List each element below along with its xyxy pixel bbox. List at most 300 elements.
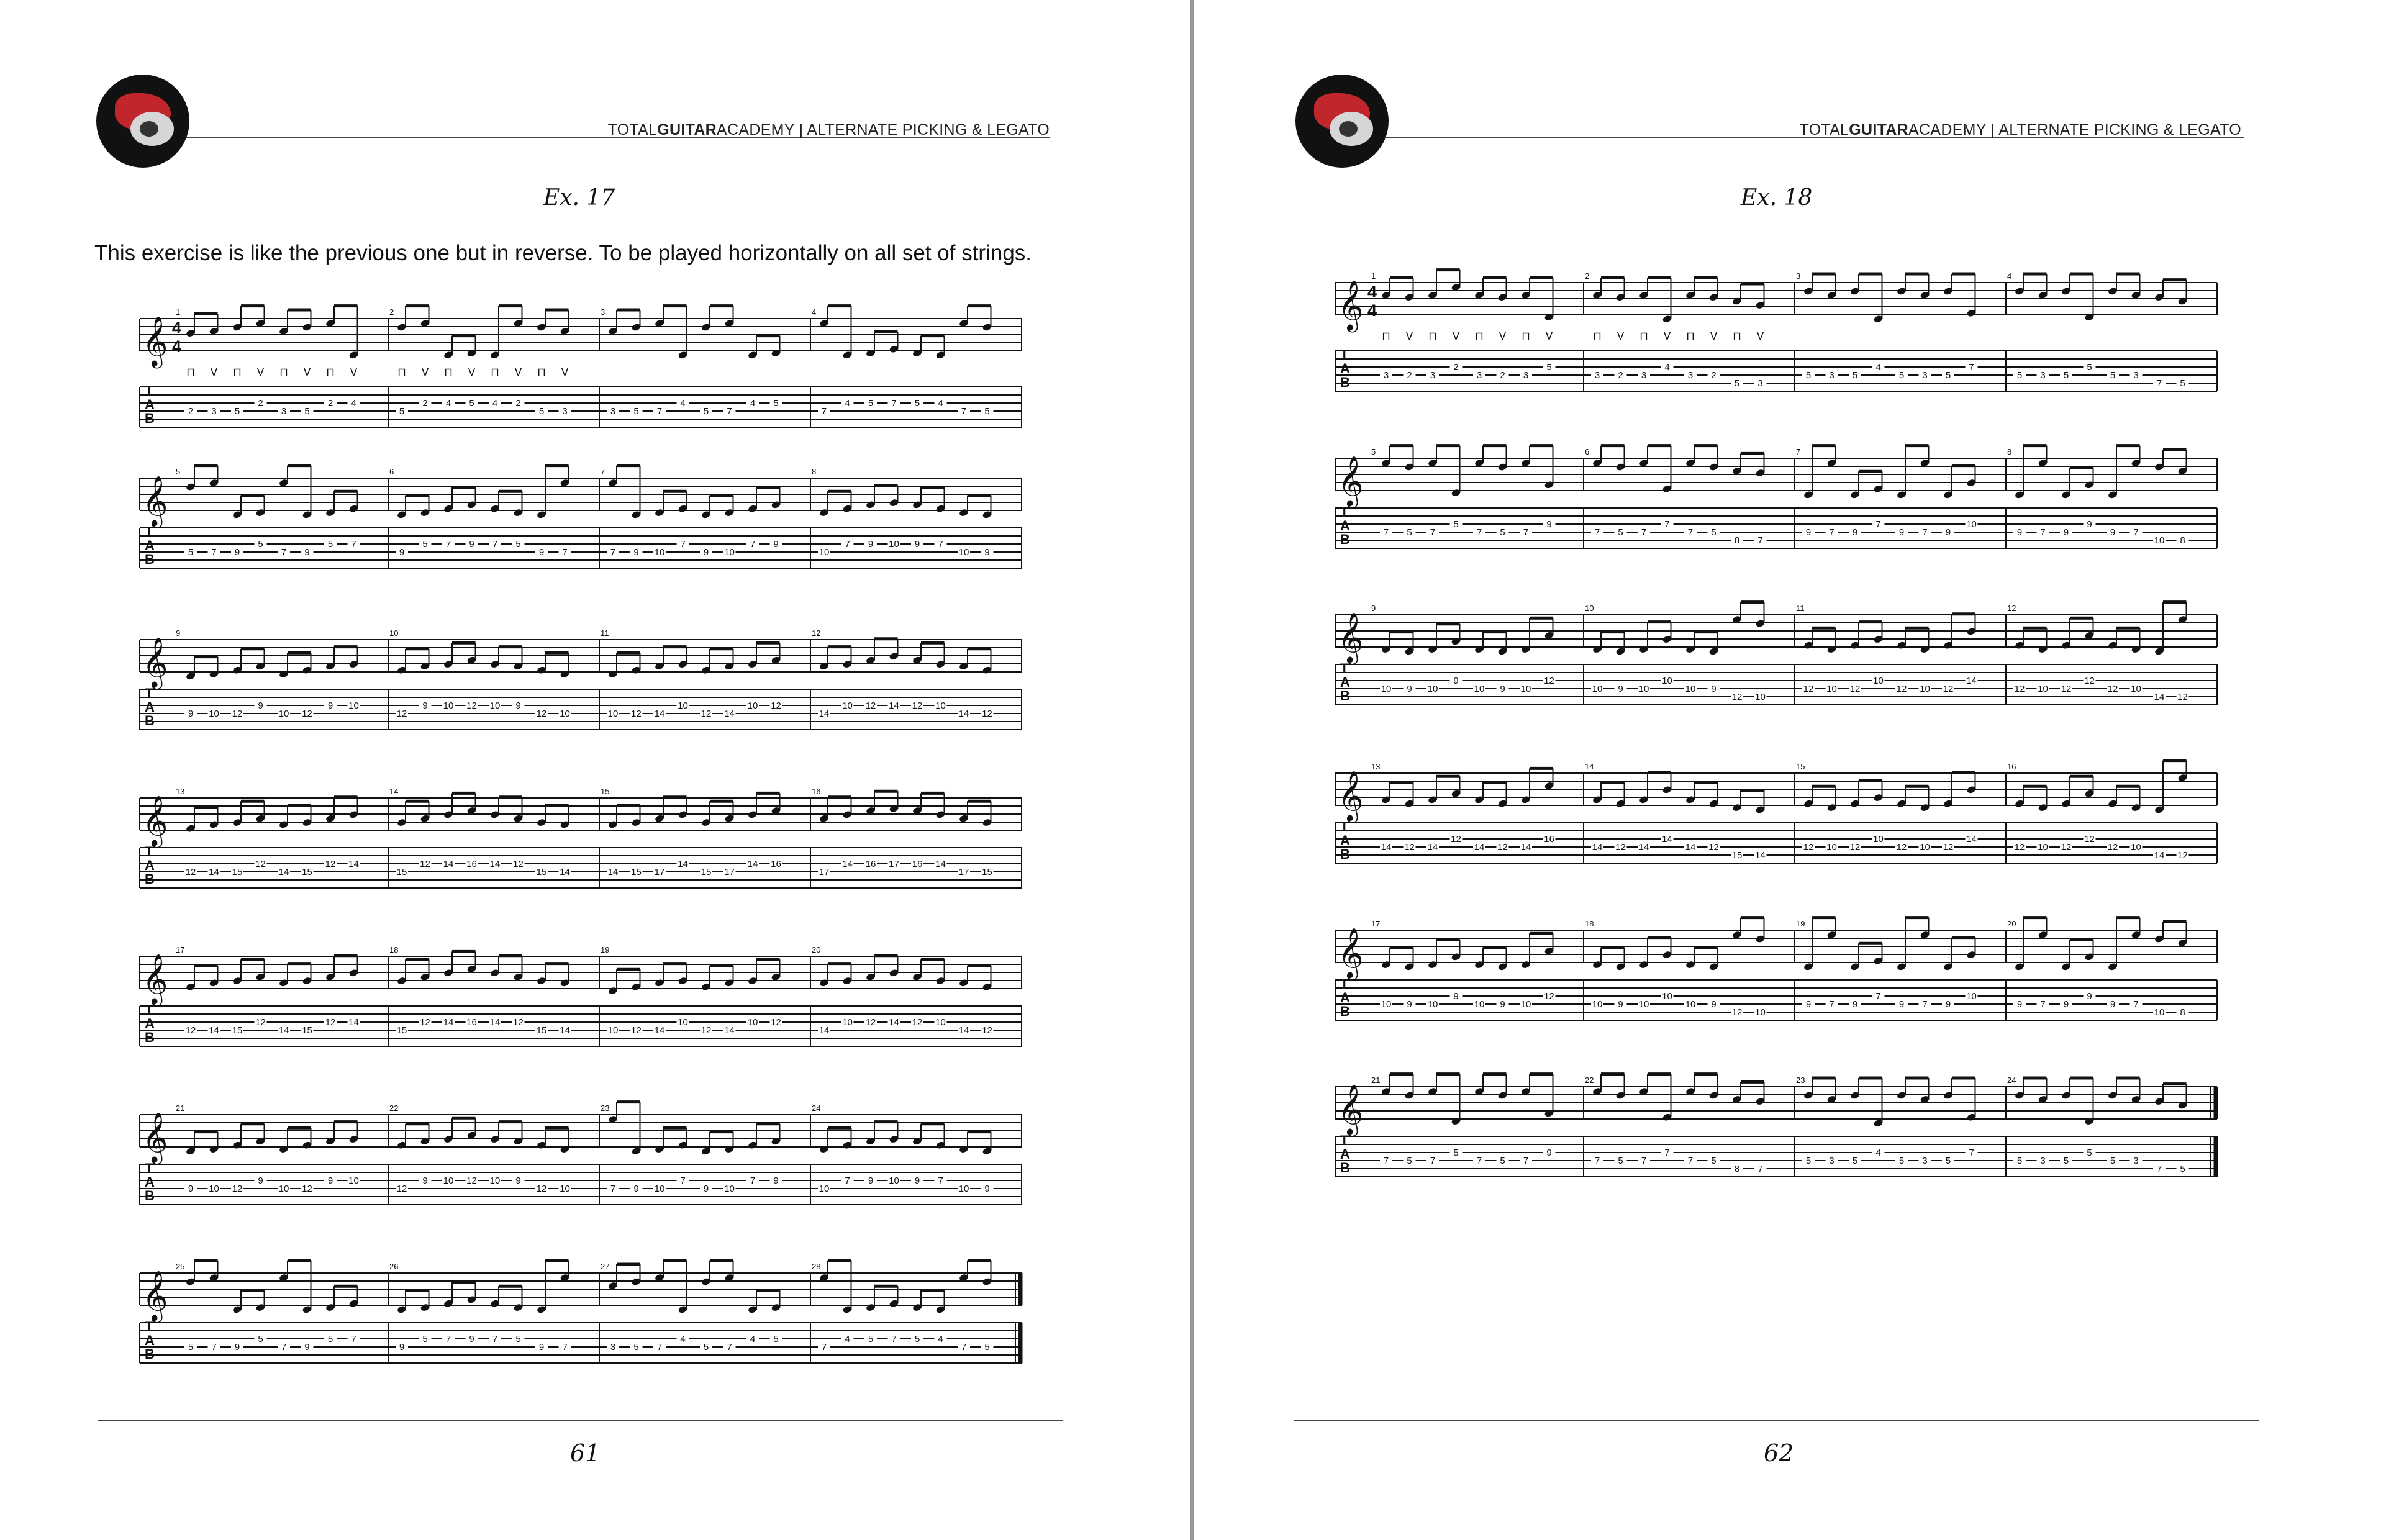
tab-fret-number: 5 [2180, 378, 2185, 389]
tab-fret-number: 7 [1757, 535, 1763, 546]
tab-fret-number: 15 [536, 867, 547, 877]
tab-fret-number: 5 [1453, 1148, 1459, 1158]
tab-fret-number: 14 [724, 1025, 735, 1036]
tab-fret-number: 12 [1544, 991, 1554, 1002]
system [1335, 1074, 2217, 1217]
tab-fret-number: 7 [1476, 1156, 1482, 1166]
tab-fret-number: 9 [1852, 527, 1858, 538]
tab-fret-number: 3 [1383, 370, 1389, 381]
system [140, 627, 1022, 770]
tab-fret-number: 5 [1711, 527, 1717, 538]
tab-fret-number: 14 [209, 867, 219, 877]
measure-number: 26 [389, 1262, 399, 1271]
pick-stroke-mark: V [350, 366, 358, 378]
tab-fret-number: 10 [1662, 676, 1672, 686]
tab-fret-number: 10 [654, 547, 665, 558]
tab-clef-letter: A [145, 1333, 155, 1348]
tab-fret-number: 7 [680, 1175, 686, 1186]
tab-fret-number: 5 [422, 539, 428, 550]
tab-fret-number: 12 [1731, 1007, 1743, 1018]
tab-fret-number: 14 [1592, 842, 1603, 853]
tab-fret-number: 9 [868, 539, 874, 550]
tab-fret-number: 3 [281, 406, 287, 417]
tab-fret-number: 9 [469, 1334, 474, 1344]
system [140, 306, 1022, 449]
tab-fret-number: 10 [1520, 999, 1531, 1010]
tab-fret-number: 9 [2016, 527, 2023, 538]
tab-fret-number: 14 [489, 1017, 501, 1028]
tab-clef-letter: B [1340, 688, 1350, 704]
tab-fret-number: 4 [1875, 362, 1881, 373]
tab-fret-number: 9 [914, 1175, 920, 1186]
tab-fret-number: 4 [445, 398, 451, 409]
tab-clef-letter: A [145, 858, 155, 873]
pick-stroke-mark: ⊓ [1428, 330, 1438, 342]
tab-fret-number: 12 [396, 709, 407, 719]
tab-fret-number: 14 [1685, 842, 1696, 853]
tab-fret-number: 10 [209, 709, 219, 719]
tab-fret-number: 12 [1497, 842, 1508, 853]
measure-number: 1 [1371, 271, 1376, 281]
tab-fret-number: 5 [1805, 1156, 1812, 1166]
tab-fret-number: 14 [489, 859, 501, 869]
tab-fret-number: 2 [1711, 370, 1717, 381]
tab-fret-number: 7 [281, 1342, 287, 1352]
tab-clef-letter: B [1340, 1160, 1350, 1175]
tab-fret-number: 12 [1849, 684, 1861, 694]
tab-fret-number: 7 [845, 539, 850, 550]
tab-fret-number: 9 [538, 1342, 545, 1352]
tab-fret-number: 5 [1805, 370, 1812, 381]
tab-clef-letter: T [145, 1002, 153, 1018]
tab-fret-number: 10 [1474, 999, 1485, 1010]
tab-fret-number: 7 [2040, 999, 2046, 1010]
pick-stroke-mark: V [468, 366, 476, 378]
tab-fret-number: 10 [747, 1017, 758, 1028]
tab-fret-number: 4 [750, 398, 756, 409]
tab-fret-number: 10 [842, 1017, 853, 1028]
tab-fret-number: 12 [1896, 684, 1907, 694]
treble-clef-icon: 𝄞 [142, 796, 168, 845]
tab-fret-number: 2 [188, 406, 194, 417]
tab-fret-number: 12 [2177, 692, 2188, 702]
page-62 [1194, 0, 2381, 1540]
tab-fret-number: 7 [1969, 1148, 1974, 1158]
tab-fret-number: 14 [209, 1025, 219, 1036]
tab-clef-letter: A [1340, 518, 1350, 533]
measure-number: 18 [1585, 919, 1594, 928]
tab-fret-number: 14 [560, 867, 570, 877]
tab-fret-number: 9 [327, 700, 333, 711]
tab-fret-number: 9 [538, 547, 545, 558]
measure-number: 7 [1796, 447, 1801, 456]
tab-fret-number: 3 [2133, 1156, 2139, 1166]
tab-fret-number: 5 [984, 1342, 990, 1352]
tab-fret-number: 10 [747, 700, 758, 711]
tab-fret-number: 14 [1966, 676, 1977, 686]
tab-fret-number: 7 [961, 406, 967, 417]
tab-clef-letter: B [145, 871, 155, 887]
tab-fret-number: 4 [845, 398, 850, 409]
exercise-intro: This exercise is like the previous one but in reverse. To be played horizontally on all set of strings. [94, 241, 1032, 265]
tab-fret-number: 7 [727, 406, 732, 417]
tab-fret-number: 10 [889, 1175, 899, 1186]
tab-fret-number: 14 [654, 1025, 665, 1036]
tab-fret-number: 10 [489, 700, 501, 711]
treble-clef-icon: 𝄞 [142, 317, 168, 365]
tab-fret-number: 5 [1453, 519, 1459, 530]
measure-number: 8 [2007, 447, 2012, 456]
tab-fret-number: 12 [631, 709, 642, 719]
tab-fret-number: 4 [492, 398, 498, 409]
tab-fret-number: 10 [1755, 1007, 1766, 1018]
tab-clef-letter: B [1340, 846, 1350, 862]
tab-fret-number: 10 [2154, 1007, 2165, 1018]
tab-fret-number: 10 [1685, 999, 1696, 1010]
tab-fret-number: 15 [1731, 850, 1743, 861]
tab-fret-number: 12 [1943, 842, 1954, 853]
tab-fret-number: 5 [1500, 1156, 1505, 1166]
tab-fret-number: 7 [2133, 527, 2139, 538]
tab-fret-number: 10 [842, 700, 853, 711]
tab-fret-number: 9 [2063, 999, 2069, 1010]
tab-fret-number: 10 [1592, 684, 1603, 694]
tab-fret-number: 9 [2016, 999, 2023, 1010]
tab-clef-letter: T [1340, 1133, 1349, 1148]
measure-number: 5 [1371, 447, 1376, 456]
tab-fret-number: 3 [610, 1342, 616, 1352]
tab-clef-letter: A [1340, 833, 1350, 848]
time-signature: 4 [1367, 301, 1377, 320]
tab-fret-number: 15 [396, 1025, 407, 1036]
tab-fret-number: 9 [773, 1175, 779, 1186]
tab-fret-number: 3 [211, 406, 217, 417]
tab-fret-number: 7 [351, 1334, 356, 1344]
tab-fret-number: 16 [771, 859, 781, 869]
tab-clef-letter: B [1340, 374, 1350, 390]
tab-clef-letter: A [145, 397, 155, 412]
tab-clef-letter: A [145, 538, 155, 553]
measure-number: 17 [1371, 919, 1381, 928]
tab-fret-number: 2 [327, 398, 333, 409]
tab-fret-number: 5 [1407, 527, 1412, 538]
pick-stroke-mark: V [1617, 330, 1625, 342]
tab-fret-number: 9 [1453, 991, 1459, 1002]
tab-fret-number: 5 [984, 406, 990, 417]
tab-fret-number: 12 [325, 859, 336, 869]
tab-fret-number: 3 [1687, 370, 1694, 381]
tab-fret-number: 7 [1430, 527, 1436, 538]
pick-stroke-mark: V [1499, 330, 1507, 342]
tab-fret-number: 12 [466, 1175, 477, 1186]
tab-fret-number: 14 [443, 859, 454, 869]
tab-fret-number: 9 [422, 700, 428, 711]
pick-stroke-mark: V [421, 366, 429, 378]
tab-fret-number: 7 [610, 1184, 616, 1194]
measure-number: 3 [601, 307, 605, 317]
exercise-title: Ex. 18 [1741, 185, 1813, 211]
tab-fret-number: 5 [2180, 1164, 2185, 1174]
tab-fret-number: 14 [2154, 692, 2165, 702]
tab-fret-number: 10 [724, 1184, 735, 1194]
pick-stroke-mark: ⊓ [325, 366, 335, 378]
system [140, 1261, 1022, 1403]
tab-fret-number: 8 [2180, 1007, 2185, 1018]
tab-fret-number: 9 [2087, 519, 2092, 530]
tab-fret-number: 12 [255, 1017, 266, 1028]
measure-number: 2 [1585, 271, 1590, 281]
tab-fret-number: 7 [1383, 527, 1389, 538]
tab-fret-number: 14 [1474, 842, 1485, 853]
tab-fret-number: 5 [1734, 378, 1740, 389]
tab-fret-number: 10 [1662, 991, 1672, 1002]
measure-number: 20 [2007, 919, 2016, 928]
tab-fret-number: 16 [865, 859, 876, 869]
tab-fret-number: 10 [443, 700, 454, 711]
tab-fret-number: 12 [255, 859, 266, 869]
pick-stroke-mark: V [1663, 330, 1671, 342]
tab-fret-number: 3 [1430, 370, 1436, 381]
tab-clef-letter: B [145, 1188, 155, 1203]
tab-fret-number: 14 [348, 1017, 359, 1028]
tab-fret-number: 16 [466, 1017, 477, 1028]
tab-fret-number: 7 [1594, 1156, 1600, 1166]
tab-fret-number: 12 [513, 859, 524, 869]
tab-fret-number: 4 [750, 1334, 756, 1344]
tab-clef-letter: B [1340, 1003, 1350, 1019]
measure-number: 21 [176, 1103, 185, 1113]
tab-fret-number: 12 [2177, 850, 2188, 861]
pick-stroke-mark: ⊓ [1685, 330, 1695, 342]
tab-fret-number: 5 [2063, 1156, 2069, 1166]
measure-number: 14 [1585, 762, 1594, 771]
tab-fret-number: 12 [302, 709, 312, 719]
tab-fret-number: 12 [1708, 842, 1719, 853]
tab-fret-number: 12 [865, 1017, 876, 1028]
tab-clef-letter: T [1340, 976, 1349, 992]
tab-fret-number: 14 [958, 709, 969, 719]
tab-fret-number: 10 [889, 539, 899, 550]
tab-fret-number: 5 [703, 1342, 709, 1352]
tab-fret-number: 10 [2131, 684, 2141, 694]
measure-number: 23 [1796, 1076, 1805, 1085]
tab-fret-number: 7 [445, 1334, 451, 1344]
tab-fret-number: 16 [912, 859, 923, 869]
measure-number: 3 [1796, 271, 1801, 281]
tab-fret-number: 14 [958, 1025, 969, 1036]
tab-fret-number: 17 [819, 867, 830, 877]
tab-fret-number: 4 [680, 398, 686, 409]
tab-fret-number: 12 [185, 1025, 196, 1036]
pick-stroke-mark: ⊓ [443, 366, 453, 378]
tab-fret-number: 7 [1476, 527, 1482, 538]
tab-fret-number: 12 [1544, 676, 1554, 686]
tab-fret-number: 15 [396, 867, 407, 877]
tab-fret-number: 10 [724, 547, 735, 558]
tab-fret-number: 3 [562, 406, 568, 417]
tab-fret-number: 12 [2014, 842, 2025, 853]
page-number: 62 [1764, 1439, 1794, 1467]
measure-number: 24 [812, 1103, 821, 1113]
tab-fret-number: 12 [396, 1184, 407, 1194]
tab-fret-number: 5 [1945, 1156, 1951, 1166]
pick-stroke-mark: ⊓ [232, 366, 242, 378]
system [140, 1102, 1022, 1245]
tab-fret-number: 7 [1523, 1156, 1529, 1166]
tab-fret-number: 10 [958, 1184, 969, 1194]
tab-fret-number: 12 [536, 709, 547, 719]
tab-clef-letter: B [145, 1346, 155, 1362]
tab-fret-number: 15 [631, 867, 642, 877]
tab-fret-number: 17 [654, 867, 665, 877]
tab-fret-number: 5 [914, 398, 920, 409]
tab-fret-number: 9 [304, 1342, 310, 1352]
tab-fret-number: 9 [984, 1184, 990, 1194]
tab-fret-number: 10 [1638, 684, 1649, 694]
tab-fret-number: 7 [351, 539, 356, 550]
tab-fret-number: 9 [703, 1184, 709, 1194]
measure-number: 13 [1371, 762, 1381, 771]
pick-stroke-mark: V [210, 366, 218, 378]
running-header: TOTALGUITARACADEMY | ALTERNATE PICKING & LEGATO [607, 121, 1050, 138]
tab-fret-number: 5 [773, 398, 779, 409]
tab-fret-number: 7 [1430, 1156, 1436, 1166]
tab-fret-number: 7 [1757, 1164, 1763, 1174]
pick-stroke-mark: V [1710, 330, 1718, 342]
tab-fret-number: 7 [211, 547, 217, 558]
tab-fret-number: 14 [842, 859, 853, 869]
tab-fret-number: 7 [1922, 527, 1928, 538]
tab-fret-number: 5 [1898, 370, 1905, 381]
treble-clef-icon: 𝄞 [1338, 928, 1364, 977]
tab-fret-number: 10 [348, 700, 359, 711]
treble-clef-icon: 𝄞 [142, 476, 168, 525]
tab-fret-number: 7 [1829, 527, 1835, 538]
measure-number: 7 [601, 467, 605, 476]
tab-fret-number: 5 [538, 406, 545, 417]
measure-number: 10 [389, 628, 399, 638]
measure-number: 12 [2007, 604, 2016, 613]
tab-fret-number: 5 [327, 539, 333, 550]
tab-fret-number: 9 [327, 1175, 333, 1186]
pick-stroke-mark: V [1545, 330, 1553, 342]
tab-fret-number: 10 [1826, 842, 1837, 853]
measure-number: 9 [176, 628, 181, 638]
tab-fret-number: 5 [2016, 1156, 2023, 1166]
tab-clef-letter: T [1340, 504, 1349, 520]
treble-clef-icon: 𝄞 [1338, 281, 1364, 329]
tab-fret-number: 5 [399, 406, 405, 417]
treble-clef-icon: 𝄞 [1338, 456, 1364, 505]
measure-number: 16 [2007, 762, 2016, 771]
tab-fret-number: 14 [678, 859, 688, 869]
tab-fret-number: 7 [1594, 527, 1600, 538]
pick-stroke-mark: ⊓ [537, 366, 546, 378]
tab-fret-number: 7 [1829, 999, 1835, 1010]
tab-clef-letter: T [1340, 661, 1349, 676]
pick-stroke-mark: ⊓ [279, 366, 289, 378]
tab-fret-number: 3 [1922, 370, 1928, 381]
tab-fret-number: 5 [469, 398, 474, 409]
tab-fret-number: 7 [1641, 1156, 1647, 1166]
tab-clef-letter: T [145, 844, 153, 859]
tab-fret-number: 9 [399, 547, 405, 558]
tab-fret-number: 10 [607, 709, 619, 719]
tab-fret-number: 12 [2084, 676, 2095, 686]
tab-clef-letter: T [145, 1161, 153, 1176]
tab-fret-number: 9 [633, 547, 639, 558]
tab-fret-number: 5 [304, 406, 310, 417]
tab-fret-number: 14 [654, 709, 665, 719]
tab-fret-number: 15 [701, 867, 712, 877]
measure-number: 4 [812, 307, 817, 317]
tab-fret-number: 10 [1638, 999, 1649, 1010]
tab-fret-number: 10 [678, 1017, 688, 1028]
tab-fret-number: 10 [209, 1184, 219, 1194]
measure-number: 15 [601, 787, 610, 796]
tab-fret-number: 10 [654, 1184, 665, 1194]
tab-fret-number: 5 [422, 1334, 428, 1344]
tab-fret-number: 9 [914, 539, 920, 550]
measure-number: 14 [389, 787, 399, 796]
tab-clef-letter: B [145, 1030, 155, 1045]
tab-clef-letter: B [145, 410, 155, 426]
tab-fret-number: 9 [258, 1175, 263, 1186]
tab-fret-number: 7 [1875, 519, 1881, 530]
tab-fret-number: 12 [2061, 684, 2072, 694]
tab-fret-number: 15 [232, 1025, 243, 1036]
tab-fret-number: 9 [1618, 684, 1623, 694]
tab-fret-number: 14 [1755, 850, 1766, 861]
treble-clef-icon: 𝄞 [142, 1271, 168, 1320]
pick-stroke-mark: V [303, 366, 311, 378]
tab-fret-number: 10 [560, 709, 570, 719]
tab-fret-number: 5 [258, 1334, 263, 1344]
tab-fret-number: 7 [610, 547, 616, 558]
tab-fret-number: 5 [633, 1342, 639, 1352]
tab-fret-number: 9 [868, 1175, 874, 1186]
tab-clef-letter: A [145, 1016, 155, 1031]
tab-fret-number: 12 [1803, 684, 1814, 694]
academy-logo [96, 75, 189, 168]
tab-fret-number: 12 [771, 700, 781, 711]
tab-fret-number: 5 [515, 539, 521, 550]
tab-fret-number: 12 [982, 1025, 992, 1036]
tab-fret-number: 4 [845, 1334, 850, 1344]
tab-fret-number: 12 [982, 709, 992, 719]
measure-number: 19 [601, 945, 610, 954]
tab-fret-number: 14 [607, 867, 619, 877]
tab-fret-number: 10 [1966, 991, 1977, 1002]
pick-stroke-mark: V [1405, 330, 1413, 342]
tab-fret-number: 4 [938, 398, 943, 409]
tab-fret-number: 14 [1520, 842, 1531, 853]
tab-fret-number: 3 [1523, 370, 1529, 381]
pick-stroke-mark: V [561, 366, 569, 378]
treble-clef-icon: 𝄞 [1338, 771, 1364, 820]
tab-fret-number: 10 [1920, 684, 1930, 694]
tab-fret-number: 10 [348, 1175, 359, 1186]
tab-fret-number: 10 [1966, 519, 1977, 530]
tab-fret-number: 5 [2110, 370, 2116, 381]
measure-number: 12 [812, 628, 821, 638]
tab-fret-number: 10 [1427, 684, 1438, 694]
tab-clef-letter: B [145, 551, 155, 567]
measure-number: 17 [176, 945, 185, 954]
tab-fret-number: 9 [188, 709, 194, 719]
tab-fret-number: 8 [1734, 535, 1740, 546]
tab-fret-number: 7 [1969, 362, 1974, 373]
